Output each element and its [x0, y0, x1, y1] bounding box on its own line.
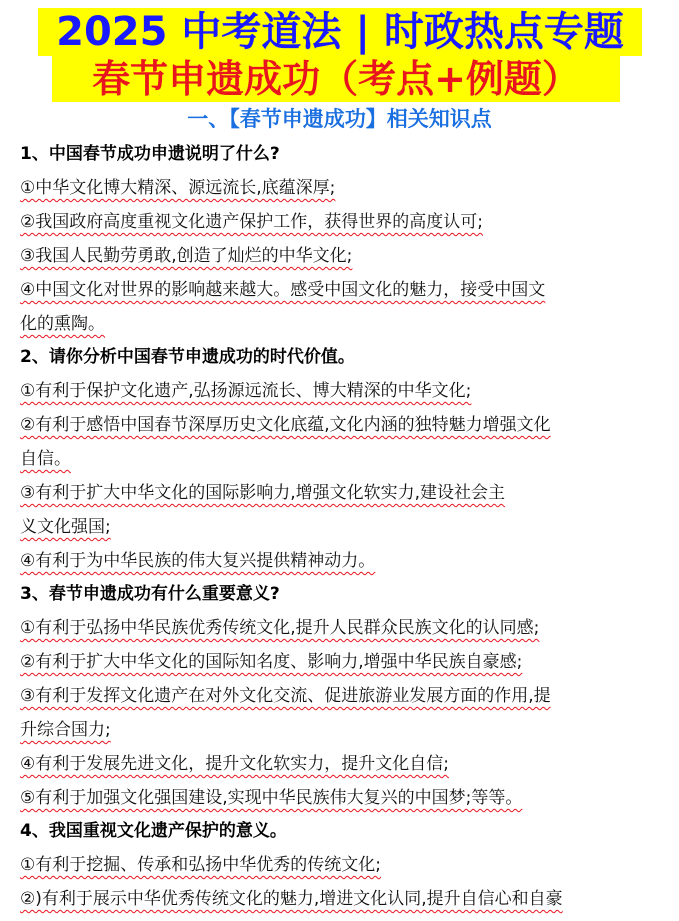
answer-text: ④有利于发展先进文化，提升文化软实力，提升文化自信;: [20, 754, 449, 774]
answer-line: [20, 278, 545, 302]
answer-line: [20, 684, 551, 708]
answer-text: ②有利于感悟中国春节深厚历史文化底蕴,文化内涵的独特魅力增强文化: [20, 415, 551, 435]
answer-text: ③我国人民勤劳勇敢,创造了灿烂的中华文化;: [20, 246, 353, 266]
answer-text: 升综合国力;: [20, 720, 111, 740]
answer-line: [20, 176, 335, 200]
answer-line: [20, 887, 563, 911]
answer-line: [20, 312, 105, 336]
answer-line: [20, 718, 111, 742]
answer-text: ④中国文化对世界的影响越来越大。感受中国文化的魅力，接受中国文: [20, 280, 546, 300]
question-heading: [20, 345, 355, 369]
answer-line: [20, 210, 483, 234]
answer-text: ①有利于挖掘、传承和弘扬中华优秀的传统文化;: [20, 855, 381, 875]
question-text: 3、春节申遗成功有什么重要意义?: [20, 584, 280, 604]
answer-line: [20, 752, 449, 776]
answer-text: ⑤有利于加强文化强国建设,实现中华民族伟大复兴的中国梦;等等。: [20, 788, 523, 808]
answer-line: [20, 853, 381, 877]
answer-text: 化的熏陶。: [20, 314, 105, 334]
section-heading: 一、【春节申遗成功】相关知识点: [187, 107, 492, 131]
title-line-2: 春节申遗成功（考点+例题）: [52, 56, 620, 102]
title-line-1: 2025 中考道法 | 时政热点专题: [38, 8, 642, 56]
question-text: 1、中国春节成功申遗说明了什么?: [20, 144, 280, 164]
answer-line: [20, 481, 505, 505]
answer-line: [20, 786, 522, 810]
answer-text: ②我国政府高度重视文化遗产保护工作，获得世界的高度认可;: [20, 212, 483, 232]
answer-text: ④有利于为中华民族的伟大复兴提供精神动力。: [20, 551, 376, 571]
answer-line: [20, 244, 352, 268]
question-heading: [20, 819, 287, 843]
answer-text: ②)有利于展示中华优秀传统文化的魅力,增进文化认同,提升自信心和自豪: [20, 889, 563, 909]
question-text: 2、请你分析中国春节申遗成功的时代价值。: [20, 347, 355, 367]
answer-text: ①有利于弘扬中华民族优秀传统文化,提升人民群众民族文化的认同感;: [20, 618, 540, 638]
answer-text: ③有利于扩大中华文化的国际影响力,增强文化软实力,建设社会主: [20, 483, 506, 503]
answer-line: [20, 379, 471, 403]
answer-line: [20, 515, 111, 539]
question-heading: [20, 582, 280, 606]
answer-text: ②有利于扩大中华文化的国际知名度、影响力,增强中华民族自豪感;: [20, 652, 523, 672]
answer-text: 义文化强国;: [20, 517, 111, 537]
answer-text: ①有利于保护文化遗产,弘扬源远流长、博大精深的中华文化;: [20, 381, 472, 401]
answer-text: ③有利于发挥文化遗产在对外文化交流、促进旅游业发展方面的作用,提: [20, 686, 551, 706]
answer-text: 自信。: [20, 449, 71, 469]
question-text: 4、我国重视文化遗产保护的意义。: [20, 821, 287, 841]
answer-line: [20, 447, 71, 471]
answer-line: [20, 616, 539, 640]
answer-line: [20, 413, 551, 437]
answer-line: [20, 549, 375, 573]
answer-line: [20, 650, 522, 674]
question-heading: [20, 142, 280, 166]
answer-text: ①中华文化博大精深、源远流长,底蕴深厚;: [20, 178, 336, 198]
